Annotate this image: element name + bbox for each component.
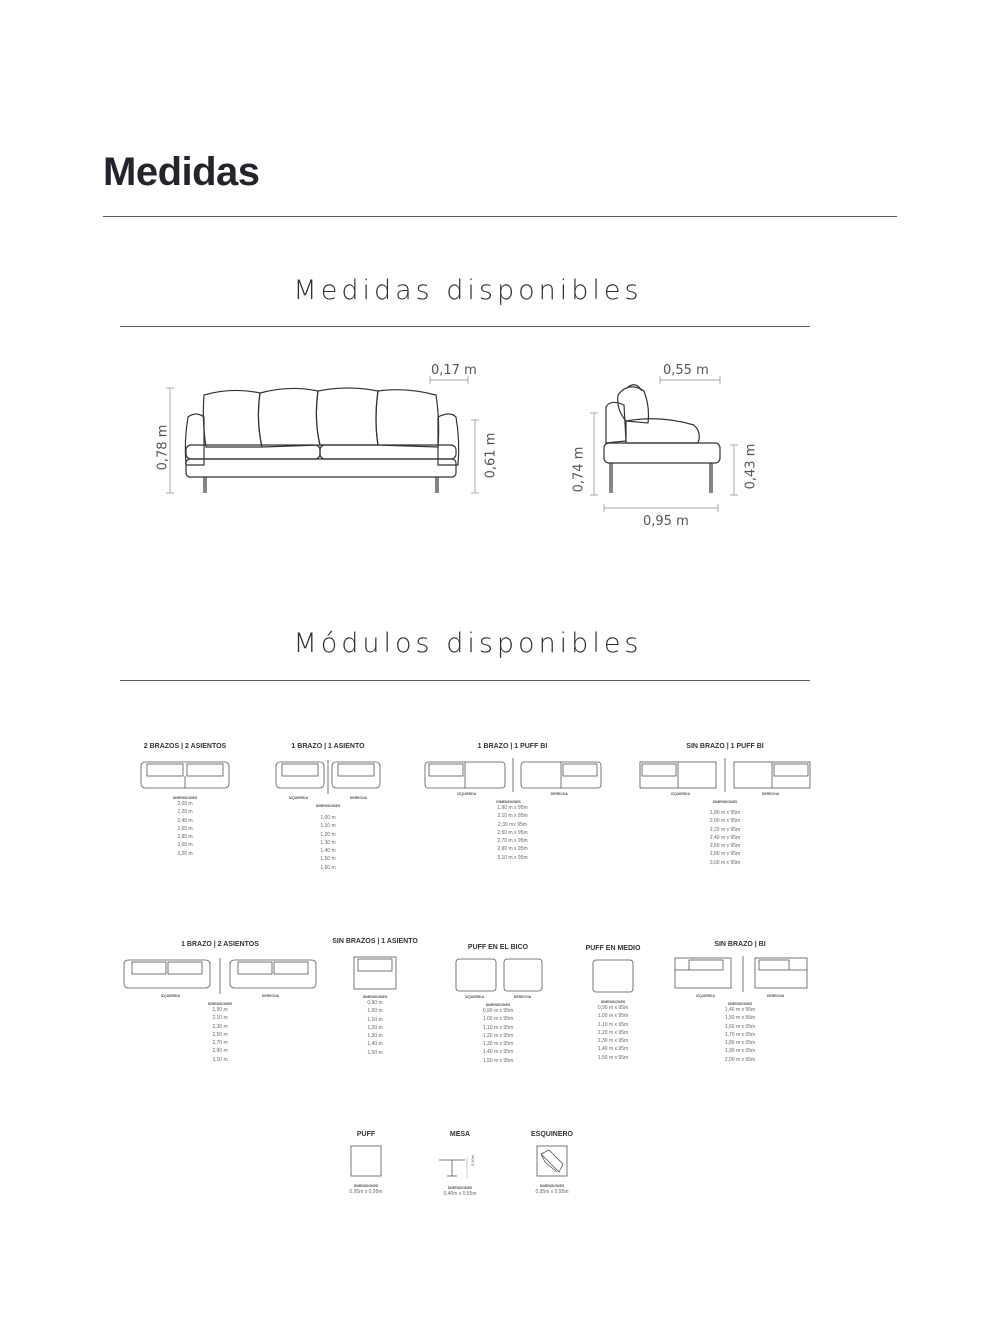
dimension-value: 1,50 m x 95m xyxy=(724,1015,756,1022)
dimension-value: 1,50 m x 95m xyxy=(482,1057,514,1064)
side-height-dimension: 0,74 m xyxy=(571,446,587,493)
derecha-label: DERECHA xyxy=(349,796,368,800)
page-title: Medidas xyxy=(103,150,260,194)
module-puff-en-medio xyxy=(575,945,651,1062)
dimensiones-label: DIMENSIONES xyxy=(496,800,521,804)
dimension-value: 2,80 m xyxy=(177,834,193,841)
module-1-brazo-1-puff-bi xyxy=(420,743,605,862)
module-title: 1 BRAZO | 1 ASIENTO xyxy=(291,743,365,750)
module-title: PUFF xyxy=(356,1131,376,1138)
dimension-value: 1,60 m xyxy=(320,864,336,871)
izquierda-label: IZQUIERDA xyxy=(464,995,485,999)
mesa-height-dimension: 0,50m xyxy=(470,1154,476,1167)
dimension-value: 1,40 m xyxy=(367,1041,383,1048)
dimension-value: 1,90 m x 95m xyxy=(497,805,528,811)
side-seat-dimension: 0,43 m xyxy=(743,443,759,490)
module-title: PUFF EN EL BICO xyxy=(467,944,529,951)
dimension-value: 1,10 m xyxy=(320,823,336,830)
dimension-value: 1,40 m xyxy=(320,848,336,855)
dimension-value: 2,90 m xyxy=(212,1048,228,1055)
module-sketch xyxy=(591,956,635,996)
dimension-value: 1,90 m xyxy=(212,1007,228,1013)
module-mesa xyxy=(430,1131,490,1198)
dimension-value: 2,10 m xyxy=(212,1015,228,1022)
dimension-value: 1,60 m x 95m xyxy=(724,1023,756,1030)
side-cushion-dimension: 0,55 m xyxy=(663,363,709,378)
dimension-value: 1,20 m xyxy=(367,1024,383,1031)
dimension-value: 2,50 m xyxy=(212,1031,228,1038)
dimension-value: 1,20 m x 95m xyxy=(597,1029,629,1036)
module-sin-brazo-bi xyxy=(670,941,810,1064)
front-seat-dimension: 0,61 m xyxy=(483,432,499,479)
dimension-value: 1,10 m x 95m xyxy=(597,1021,629,1028)
dimension-value: 3,00 m x 95m xyxy=(709,859,741,866)
dimension-value: 1,10 m xyxy=(367,1016,383,1023)
dimension-value: 1,30 m xyxy=(320,839,336,846)
modulos-divider xyxy=(120,680,810,681)
izquierda-label: IZQUIERDA xyxy=(695,994,716,998)
module-title: ESQUINERO xyxy=(530,1131,573,1138)
module-title: 1 BRAZO | 1 PUFF BI xyxy=(477,743,548,750)
module-title: SIN BRAZOS | 1 ASIENTO xyxy=(332,938,418,945)
derecha-label: DERECHA xyxy=(766,994,785,998)
module-title: SIN BRAZO | BI xyxy=(714,941,766,948)
dimension-value: 3,00 m xyxy=(177,842,193,849)
derecha-label: DERECHA xyxy=(261,994,280,998)
dimension-value: 1,70 m x 95m xyxy=(724,1031,756,1038)
dimension-value: 2,00 m xyxy=(177,801,193,807)
module-title: SIN BRAZO | 1 PUFF BI xyxy=(686,743,764,750)
dimension-value: 2,70 m xyxy=(212,1040,228,1047)
dimension-value: 1,40 m x 95m xyxy=(482,1049,514,1056)
dimension-value: 2,00 m x 95m xyxy=(709,818,741,825)
dimension-value: 2,00 m x 95m xyxy=(724,1056,756,1063)
dimensiones-label: DIMENSIONES xyxy=(172,796,198,800)
dimension-value: 1,00 m x 95m xyxy=(597,1013,629,1020)
dimension-value: 1,50 m xyxy=(367,1049,383,1056)
module-sin-brazos-1-asiento xyxy=(330,938,420,1057)
izquierda-label: IZQUIERDA xyxy=(670,792,691,796)
module-title: 1 BRAZO | 2 ASIENTOS xyxy=(181,941,259,948)
dimension-value: 1,80 m x 95m xyxy=(724,1040,756,1047)
dimension-value: 1,30 m x 95m xyxy=(597,1038,629,1045)
module-title: 2 BRAZOS | 2 ASIENTOS xyxy=(143,743,227,750)
derecha-label: DERECHA xyxy=(513,995,532,999)
dimension-value: 2,60 m xyxy=(177,825,193,832)
dimension-value: 1,00 m xyxy=(367,1008,383,1015)
dimension-value: 2,10 m x 95m xyxy=(497,813,528,820)
dimensiones-label: DIMENSIONES xyxy=(727,1002,753,1006)
module-sketch xyxy=(535,1144,569,1180)
dimension-value: 1,20 m xyxy=(320,831,336,838)
dimensiones-label: DIMENSIONES xyxy=(315,804,341,808)
derecha-label: DERECHA xyxy=(550,792,568,796)
dimension-value: 2,40 m x 95m xyxy=(709,834,741,841)
modulos-section-title: Módulos disponibles xyxy=(293,628,643,659)
front-backrest-dimension: 0,17 m xyxy=(431,363,477,378)
dimension-value: 2,20 m xyxy=(177,809,193,816)
title-divider xyxy=(103,216,897,217)
dimension-value: 1,30 m x 95m xyxy=(482,1041,514,1048)
dimension-value: 0,90 m xyxy=(367,1000,383,1006)
dimension-value: 1,20 m x 95m xyxy=(482,1032,514,1039)
module-sketch xyxy=(638,756,812,792)
derecha-label: DERECHA xyxy=(761,792,780,796)
module-title: MESA xyxy=(449,1131,471,1138)
dimension-value: 1,50 m x 95m xyxy=(597,1054,629,1061)
dimensiones-label: DIMENSIONES xyxy=(485,1003,511,1007)
dimension-value: 2,60 m x 95m xyxy=(709,843,741,850)
module-sketch xyxy=(423,756,603,792)
sofa-side-drawing xyxy=(570,355,770,525)
module-puff xyxy=(336,1131,396,1196)
dimension-value: 1,40 m x 95m xyxy=(597,1046,629,1053)
dimension-value: 3,20 m xyxy=(177,850,193,857)
side-depth-dimension: 0,95 m xyxy=(643,514,689,529)
dimension-value: 2,30 mx 95m xyxy=(498,821,527,828)
dimensiones-label: DIMENSIONES xyxy=(539,1184,565,1188)
dimensiones-label: DIMENSIONES xyxy=(600,1000,626,1004)
module-sketch xyxy=(349,1144,383,1180)
dimension-value: 3,10 m x 95m xyxy=(497,854,528,861)
module-sketch xyxy=(671,954,809,994)
module-esquinero xyxy=(524,1131,580,1196)
dimensiones-label: DIMENSIONES xyxy=(712,800,738,804)
module-2-brazos-2-asientos xyxy=(135,743,235,858)
dimension-value: 1,50 m xyxy=(320,856,336,863)
dimension-value: 1,90 m x 95m xyxy=(724,1048,756,1055)
dimension-value: 2,20 m x 95m xyxy=(709,826,741,833)
dimension-value: 0,95m x 0,95m xyxy=(535,1189,569,1195)
dimension-value: 2,50 m x 95m xyxy=(497,829,528,836)
module-sin-brazo-1-puff-bi xyxy=(635,743,815,867)
module-sketch xyxy=(139,756,231,792)
dimension-value: 2,80 m x 95m xyxy=(709,851,741,858)
dimension-value: 2,70 m x 95m xyxy=(497,838,528,845)
table-sketch xyxy=(435,1144,471,1180)
module-1-brazo-1-asiento xyxy=(268,743,388,872)
dimension-value: 0,90 m x 95m xyxy=(597,1005,629,1011)
module-title: PUFF EN MEDIO xyxy=(585,945,641,952)
dimension-value: 0,90 m x 95m xyxy=(482,1008,514,1014)
dimension-value: 1,30 m xyxy=(367,1033,383,1040)
dimension-value: 0,95m x 0,95m xyxy=(349,1189,383,1195)
medidas-section-title: Medidas disponibles xyxy=(293,275,643,306)
dimension-value: 2,40 m xyxy=(177,817,193,824)
dimension-value: 1,80 m x 95m xyxy=(709,810,741,816)
front-height-dimension: 0,78 m xyxy=(155,424,171,471)
dimensiones-label: DIMENSIONES xyxy=(353,1184,379,1188)
dimension-value: 1,00 m xyxy=(320,815,336,821)
dimension-value: 1,40 m x 95m xyxy=(724,1007,756,1013)
medidas-divider xyxy=(120,326,810,327)
dimensiones-label: DIMENSIONES xyxy=(207,1002,233,1006)
dimension-value: 0,40m x 0,55m xyxy=(443,1191,477,1197)
dimension-value: 1,00 m x 95m xyxy=(482,1016,514,1023)
dimension-value: 2,90 m x 95m xyxy=(497,846,528,853)
module-sketch xyxy=(272,756,384,796)
izquierda-label: IZQUIERDA xyxy=(160,994,181,998)
dimension-value: 2,30 m xyxy=(212,1023,228,1030)
module-sketch xyxy=(350,951,400,991)
module-1-brazo-2-asientos xyxy=(120,941,320,1064)
dimensiones-label: DIMENSIONES xyxy=(447,1186,473,1190)
sofa-front-drawing xyxy=(140,355,520,515)
dimension-value: 1,10 m x 95m xyxy=(482,1024,514,1031)
module-sketch xyxy=(452,955,544,995)
izquierda-label: IZQUIERDA xyxy=(288,796,309,800)
izquierda-label: IZQUIERDA xyxy=(457,792,477,796)
dimension-value: 3,10 m xyxy=(212,1056,228,1063)
module-sketch xyxy=(122,954,318,994)
module-puff-en-el-bico xyxy=(450,944,546,1065)
dimensiones-label: DIMENSIONES xyxy=(362,995,388,999)
